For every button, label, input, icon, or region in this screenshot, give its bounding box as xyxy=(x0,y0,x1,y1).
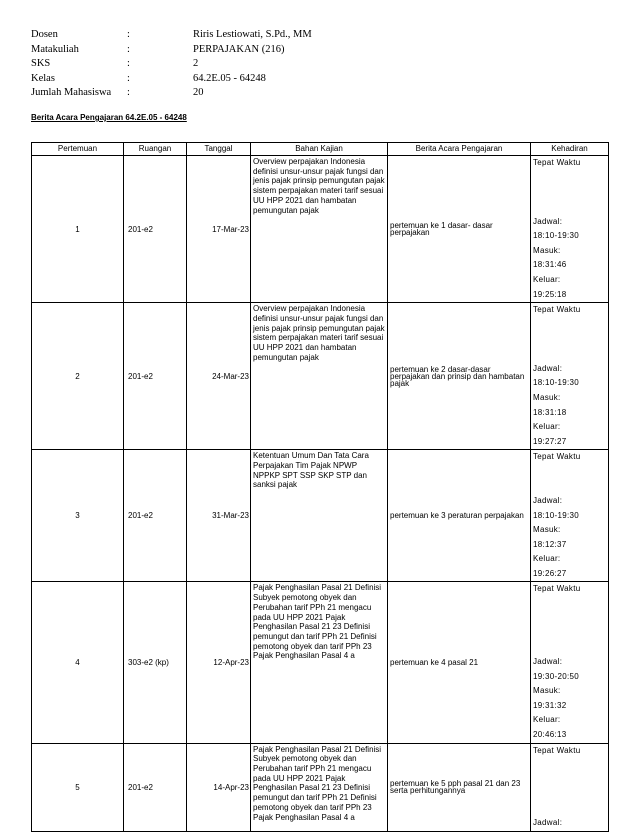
status-text: Tepat Waktu xyxy=(533,158,581,167)
masuk-label: Masuk: xyxy=(533,525,561,535)
info-label: SKS xyxy=(31,58,51,69)
jadwal-label: Jadwal: xyxy=(533,495,563,505)
cell-bahan-kajian: Ketentuan Umum Dan Tata Cara Perpajakan Tim Pajak NPWP NPPKP SPT SSP SKP STP dan sanksi pajak xyxy=(251,450,388,582)
jadwal-label: Jadwal: xyxy=(533,363,563,373)
info-colon: : xyxy=(127,43,130,55)
status-text: Tepat Waktu xyxy=(533,305,581,315)
info-value: 64.2E.05 - 64248 xyxy=(193,72,266,84)
cell-bahan-kajian: Pajak Penghasilan Pasal 21 Definisi Subyek pemotong obyek dan Perubahan tarif PPh 21 mengacu pada UU HPP 2021 Pajak Penghasilan Pasal 21 23 Definisi pemungut dan tarif PPh 21 Definisi pemotong obyek dan tarif PPh 23 Pajak Penghasilan Pasal 4 a xyxy=(251,743,388,831)
jadwal-value: 19:30-20:50 xyxy=(533,671,580,681)
cell-bahan-kajian: Overview perpajakan Indonesia definisi unsur-unsur pajak fungsi dan jenis pajak prinsip pemungutan pajak sistem perpajakan materi tarif sesuai UU HPP 2021 dan hambatan pemungutan pajak xyxy=(251,303,388,450)
keluar-value: 19:27:27 xyxy=(533,436,567,446)
masuk-label: Masuk: xyxy=(533,686,561,696)
cell-tanggal: 31-Mar-23 xyxy=(187,450,251,582)
cell-kehadiran xyxy=(531,303,609,450)
header-pertemuan: Pertemuan xyxy=(32,143,124,156)
cell-bahan-kajian: Overview perpajakan Indonesia definisi unsur-unsur pajak fungsi dan jenis pajak prinsip pemungutan pajak sistem perpajakan materi tarif sesuai UU HPP 2021 dan hambatan pemungutan pajak xyxy=(251,156,388,303)
masuk-label: Masuk: xyxy=(533,245,561,255)
masuk-value: 19:31:32 xyxy=(533,700,567,710)
cell-bahan-kajian: Pajak Penghasilan Pasal 21 Definisi Subyek pemotong obyek dan Perubahan tarif PPh 21 mengacu pada UU HPP 2021 Pajak Penghasilan Pasal 21 23 Definisi pemungut dan tarif PPh 21 Definisi pemotong obyek dan tarif PPh 23 Pajak Penghasilan Pasal 4 a xyxy=(251,582,388,743)
info-value: 20 xyxy=(193,87,204,98)
cell-kehadiran xyxy=(531,582,609,743)
info-row-sks xyxy=(31,57,312,72)
cell-berita-acara: pertemuan ke 5 pph pasal 21 dan 23 serta perhitungannya xyxy=(388,743,531,831)
keluar-label: Keluar: xyxy=(533,715,561,725)
info-row-kelas xyxy=(31,72,312,87)
status-text: Tepat Waktu xyxy=(533,584,581,594)
cell-ruangan: 303-e2 (kp) xyxy=(124,582,187,743)
info-colon: : xyxy=(127,72,130,84)
status-text: Tepat Waktu xyxy=(533,452,581,462)
table-row xyxy=(32,743,609,831)
cell-berita-acara: pertemuan ke 4 pasal 21 xyxy=(388,582,531,743)
masuk-value: 18:12:37 xyxy=(533,539,567,549)
info-row-jumlah xyxy=(31,86,312,101)
cell-kehadiran xyxy=(531,450,609,582)
info-value: Riris Lestiowati, S.Pd., MM xyxy=(193,29,312,40)
section-title: Berita Acara Pengajaran 64.2E.05 - 64248 xyxy=(31,113,187,122)
jadwal-label: Jadwal: xyxy=(533,657,563,667)
cell-ruangan: 201-e2 xyxy=(124,450,187,582)
keluar-label: Keluar: xyxy=(533,274,561,284)
cell-tanggal: 24-Mar-23 xyxy=(187,303,251,450)
cell-tanggal: 14-Apr-23 xyxy=(187,743,251,831)
cell-berita-acara: pertemuan ke 3 peraturan perpajakan xyxy=(388,450,531,582)
info-label: Kelas xyxy=(31,72,55,84)
cell-berita-acara: pertemuan ke 1 dasar- dasar perpajakan xyxy=(388,156,531,303)
masuk-value: 18:31:18 xyxy=(533,407,567,417)
cell-tanggal: 12-Apr-23 xyxy=(187,582,251,743)
keluar-value: 19:26:27 xyxy=(533,568,567,578)
cell-ruangan: 201-e2 xyxy=(124,156,187,303)
info-colon: : xyxy=(127,58,130,69)
table-row xyxy=(32,303,609,450)
info-colon: : xyxy=(127,87,130,98)
cell-pertemuan: 5 xyxy=(32,743,124,831)
table-row xyxy=(32,582,609,743)
masuk-label: Masuk: xyxy=(533,392,561,402)
cell-ruangan: 201-e2 xyxy=(124,303,187,450)
cell-pertemuan: 2 xyxy=(32,303,124,450)
info-colon: : xyxy=(127,29,130,40)
masuk-value: 18:31:46 xyxy=(533,260,567,270)
table-header-row xyxy=(32,143,609,156)
cell-pertemuan: 3 xyxy=(32,450,124,582)
info-value: PERPAJAKAN (216) xyxy=(193,43,285,55)
info-row-matakuliah xyxy=(31,43,312,58)
cell-pertemuan: 1 xyxy=(32,156,124,303)
info-row-dosen xyxy=(31,28,312,43)
header-kehadiran: Kehadiran xyxy=(531,143,609,156)
course-info xyxy=(31,28,312,101)
jadwal-label: Jadwal: xyxy=(533,818,563,828)
keluar-value: 20:46:13 xyxy=(533,730,567,740)
info-label: Dosen xyxy=(31,29,58,40)
cell-kehadiran xyxy=(531,156,609,303)
cell-pertemuan: 4 xyxy=(32,582,124,743)
cell-tanggal: 17-Mar-23 xyxy=(187,156,251,303)
cell-kehadiran xyxy=(531,743,609,831)
header-tanggal: Tanggal xyxy=(187,143,251,156)
status-text: Tepat Waktu xyxy=(533,745,581,755)
jadwal-value: 18:10-19:30 xyxy=(533,510,580,520)
keluar-label: Keluar: xyxy=(533,422,561,432)
berita-acara-table xyxy=(31,142,609,832)
keluar-label: Keluar: xyxy=(533,554,561,564)
jadwal-label: Jadwal: xyxy=(533,216,563,226)
table-row xyxy=(32,450,609,582)
cell-berita-acara: pertemuan ke 2 dasar-dasar perpajakan dan prinsip dan hambatan pajak xyxy=(388,303,531,450)
header-berita-acara: Berita Acara Pengajaran xyxy=(388,143,531,156)
header-ruangan: Ruangan xyxy=(124,143,187,156)
jadwal-value: 18:10-19:30 xyxy=(533,231,580,241)
header-bahan-kajian: Bahan Kajian xyxy=(251,143,388,156)
cell-ruangan: 201-e2 xyxy=(124,743,187,831)
info-label: Matakuliah xyxy=(31,43,79,55)
table-row xyxy=(32,156,609,303)
jadwal-value: 18:10-19:30 xyxy=(533,378,580,388)
info-label: Jumlah Mahasiswa xyxy=(31,87,112,98)
keluar-value: 19:25:18 xyxy=(533,289,567,299)
info-value: 2 xyxy=(193,58,199,69)
